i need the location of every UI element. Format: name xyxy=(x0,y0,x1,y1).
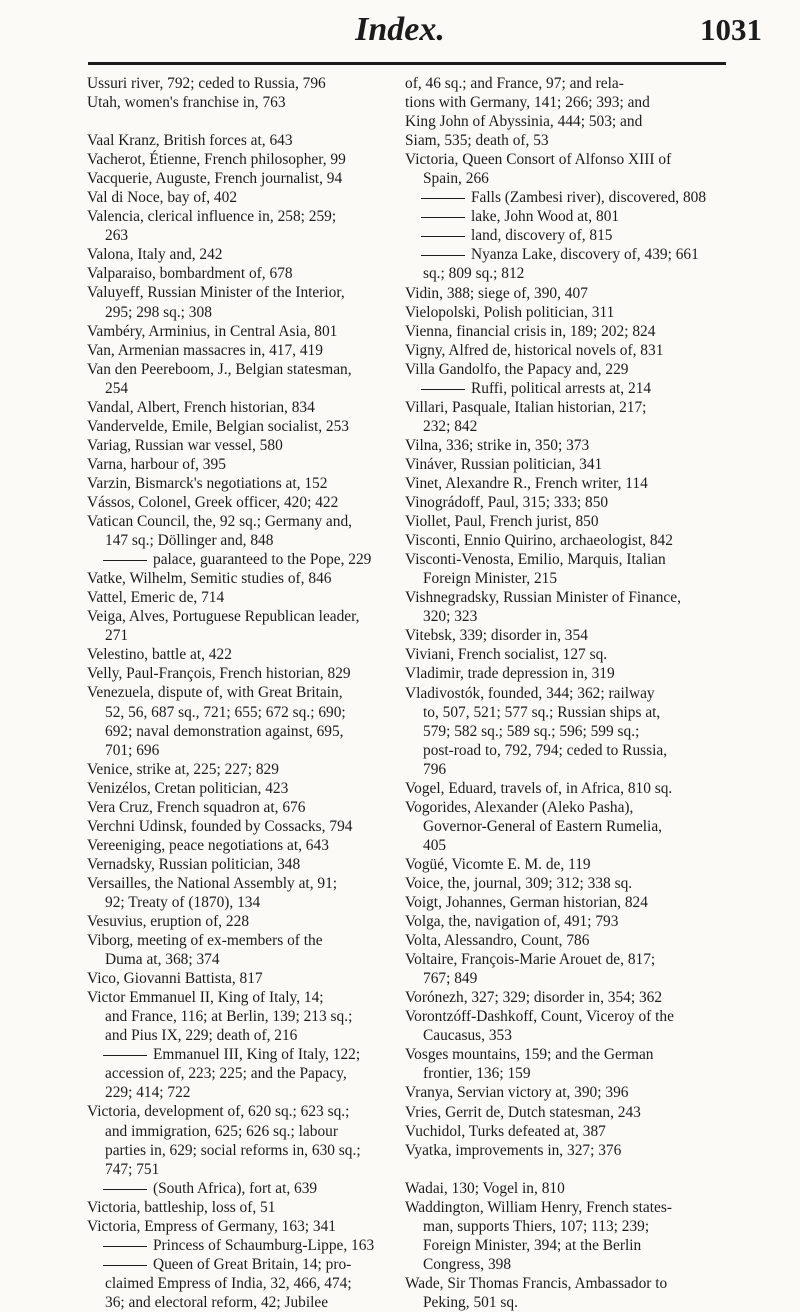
index-entry xyxy=(405,531,729,550)
index-entry xyxy=(87,398,411,417)
entry-text: Valencia, clerical influence in, 258; 259; 263 xyxy=(87,208,337,245)
entry-text: Vuchidol, Turks defeated at, 387 xyxy=(405,1122,606,1140)
index-entry xyxy=(87,1045,411,1102)
entry-text: Viollet, Paul, French jurist, 850 xyxy=(405,513,599,531)
index-entry xyxy=(87,493,411,512)
entry-text: Vorontzóff-Dashkoff, Count, Viceroy of the Caucasus, 353 xyxy=(405,1008,674,1045)
index-entry xyxy=(87,169,411,188)
entry-text: Vesuvius, eruption of, 228 xyxy=(87,913,250,931)
index-entry xyxy=(405,474,729,493)
ditto-dash xyxy=(103,1246,147,1247)
right-column xyxy=(405,74,729,1312)
entry-text: Visconti-Venosta, Emilio, Marquis, Italian Foreign Minister, 215 xyxy=(405,551,666,588)
index-entry xyxy=(405,1083,729,1102)
index-entry xyxy=(87,1198,411,1217)
index-entry xyxy=(405,303,729,322)
index-entry xyxy=(87,588,411,607)
entry-text: Vandervelde, Emile, Belgian socialist, 253 xyxy=(87,417,350,435)
index-entry xyxy=(87,188,411,207)
index-entry xyxy=(87,664,411,683)
entry-text: palace, guaranteed to the Pope, 229 xyxy=(153,551,372,569)
entry-text: Valparaiso, bombardment of, 678 xyxy=(87,265,293,283)
entry-text: Ussuri river, 792; ceded to Russia, 796 xyxy=(87,75,326,92)
index-entry xyxy=(87,74,411,93)
index-entry xyxy=(405,645,729,664)
index-entry xyxy=(405,322,729,341)
entry-text: Velly, Paul-François, French historian, 829 xyxy=(87,665,351,683)
index-entry xyxy=(405,341,729,360)
entry-text: Val di Noce, bay of, 402 xyxy=(87,189,238,207)
index-entry xyxy=(405,550,729,588)
index-entry xyxy=(405,1122,729,1141)
entry-text: Vico, Giovanni Battista, 817 xyxy=(87,970,263,988)
entry-text: Victoria, Queen Consort of Alfonso XIII of Spain, 266 xyxy=(405,151,672,188)
index-entry xyxy=(87,836,411,855)
index-entry xyxy=(405,1198,729,1274)
entry-text: Vogüé, Vicomte E. M. de, 119 xyxy=(405,855,591,873)
ditto-dash xyxy=(103,560,147,561)
index-entry xyxy=(87,245,411,264)
index-entry xyxy=(87,874,411,912)
entry-text: Vosges mountains, 159; and the German frontier, 136; 159 xyxy=(405,1046,654,1083)
ditto-dash xyxy=(421,389,465,390)
entry-text: Vienna, financial crisis in, 189; 202; 824 xyxy=(405,322,656,340)
entry-text: Verchni Udinsk, founded by Cossacks, 794 xyxy=(87,817,353,835)
ditto-dash xyxy=(421,217,465,218)
entry-text: Victoria, Empress of Germany, 163; 341 xyxy=(87,1217,336,1235)
index-entry xyxy=(405,1103,729,1122)
index-entry xyxy=(405,226,729,245)
entry-text: Venice, strike at, 225; 227; 829 xyxy=(87,760,279,778)
index-entry xyxy=(405,150,729,188)
index-entry xyxy=(87,93,411,112)
entry-text: Veiga, Alves, Portuguese Republican leader, 271 xyxy=(87,608,360,645)
entry-text: Vyatka, improvements in, 327; 376 xyxy=(405,1141,622,1159)
entry-text: Vogorides, Alexander (Aleko Pasha), Governor-General of Eastern Rumelia, 405 xyxy=(405,798,663,854)
entry-text: Vatke, Wilhelm, Semitic studies of, 846 xyxy=(87,570,332,588)
index-entry xyxy=(87,550,411,569)
entry-text: Vinográdoff, Paul, 315; 333; 850 xyxy=(405,494,609,512)
entry-text: Vatican Council, the, 92 sq.; Germany and, 147 sq.; Döllinger and, 848 xyxy=(87,513,352,550)
entry-text: Vaal Kranz, British forces at, 643 xyxy=(87,132,293,150)
entry-text: Vilna, 336; strike in, 350; 373 xyxy=(405,436,590,454)
index-entry xyxy=(87,607,411,645)
entry-text: Nyanza Lake, discovery of, 439; 661 sq.; 809 sq.; 812 xyxy=(423,246,699,283)
index-entry xyxy=(405,1274,729,1312)
entry-text: Vereeniging, peace negotiations at, 643 xyxy=(87,836,329,854)
index-entry xyxy=(405,988,729,1007)
index-entry xyxy=(405,455,729,474)
left-column xyxy=(87,74,411,1312)
index-entry xyxy=(405,188,729,207)
index-entry xyxy=(87,1217,411,1236)
index-entry xyxy=(87,645,411,664)
index-entry xyxy=(405,931,729,950)
entry-text: lake, John Wood at, 801 xyxy=(471,208,620,226)
entry-text: Falls (Zambesi river), discovered, 808 xyxy=(471,189,707,207)
entry-text: Volga, the, navigation of, 491; 793 xyxy=(405,913,619,931)
entry-text: Vacquerie, Auguste, French journalist, 94 xyxy=(87,170,343,188)
entry-text: Vandal, Albert, French historian, 834 xyxy=(87,398,315,416)
entry-text: Vitebsk, 339; disorder in, 354 xyxy=(405,627,588,645)
index-entry xyxy=(405,398,729,436)
entry-text: Vranya, Servian victory at, 390; 396 xyxy=(405,1084,629,1102)
entry-text: Vishnegradsky, Russian Minister of Finance, 320; 323 xyxy=(405,589,681,626)
index-entry xyxy=(405,684,729,779)
entry-text: Victor Emmanuel II, King of Italy, 14; and France, 116; at Berlin, 139; 213 sq.; and Pius IX, 229; death of, 216 xyxy=(87,989,353,1045)
index-entry xyxy=(87,760,411,779)
entry-text: Viviani, French socialist, 127 sq. xyxy=(405,646,608,664)
index-entry xyxy=(405,207,729,226)
entry-text: Vogel, Eduard, travels of, in Africa, 810 sq. xyxy=(405,779,673,797)
entry-text: Vera Cruz, French squadron at, 676 xyxy=(87,798,306,816)
entry-text: (South Africa), fort at, 639 xyxy=(153,1179,318,1197)
index-entry xyxy=(87,455,411,474)
index-entry xyxy=(405,1007,729,1045)
entry-text: Vambéry, Arminius, in Central Asia, 801 xyxy=(87,322,338,340)
index-entry xyxy=(405,893,729,912)
entry-text: Volta, Alessandro, Count, 786 xyxy=(405,932,590,950)
index-entry xyxy=(405,664,729,683)
index-entry xyxy=(87,512,411,550)
index-entry xyxy=(87,1255,411,1312)
entry-text: Queen of Great Britain, 14; pro- claimed Empress of India, 32, 466, 474; 36; and electoral reform, 42; Jubilee xyxy=(105,1255,352,1311)
entry-text: Venizélos, Cretan politician, 423 xyxy=(87,779,289,797)
entry-text: Vidin, 388; siege of, 390, 407 xyxy=(405,284,588,302)
index-entry xyxy=(87,1236,411,1255)
entry-text: Van, Armenian massacres in, 417, 419 xyxy=(87,341,323,359)
entry-text: Vladimir, trade depression in, 319 xyxy=(405,665,615,683)
entry-text: Visconti, Ennio Quirino, archaeologist, 842 xyxy=(405,532,673,550)
index-entry xyxy=(405,512,729,531)
index-entry xyxy=(87,264,411,283)
ditto-dash xyxy=(421,198,465,199)
entry-text: Voltaire, François-Marie Arouet de, 817; 767; 849 xyxy=(405,951,656,988)
index-entry xyxy=(405,912,729,931)
entry-text: Variag, Russian war vessel, 580 xyxy=(87,436,283,454)
index-entry xyxy=(87,798,411,817)
index-entry xyxy=(405,74,729,150)
entry-text: Vernadsky, Russian politician, 348 xyxy=(87,855,301,873)
index-entry xyxy=(87,417,411,436)
index-entry xyxy=(405,379,729,398)
entry-text: Vássos, Colonel, Greek officer, 420; 422 xyxy=(87,493,339,511)
entry-text: Ruffi, political arrests at, 214 xyxy=(471,379,652,397)
entry-text: Wadai, 130; Vogel in, 810 xyxy=(405,1179,565,1197)
index-entry xyxy=(87,436,411,455)
index-entry xyxy=(405,626,729,645)
index-entry xyxy=(405,874,729,893)
index-entry xyxy=(87,341,411,360)
entry-text: Vacherot, Étienne, French philosopher, 99 xyxy=(87,151,346,169)
entry-text: Varna, harbour of, 395 xyxy=(87,455,226,473)
entry-text: Princess of Schaumburg-Lippe, 163 xyxy=(153,1236,375,1254)
index-entry xyxy=(405,588,729,626)
ditto-dash xyxy=(103,1055,147,1056)
entry-text: Wade, Sir Thomas Francis, Ambassador to Peking, 501 sq. xyxy=(405,1274,668,1311)
entry-text: land, discovery of, 815 xyxy=(471,227,613,245)
index-entry xyxy=(405,360,729,379)
entry-text: Emmanuel III, King of Italy, 122; accession of, 223; 225; and the Papacy, 229; 414; 722 xyxy=(105,1046,361,1102)
index-entry xyxy=(405,284,729,303)
index-entry xyxy=(87,131,411,150)
index-entry xyxy=(87,779,411,798)
entry-text: Velestino, battle at, 422 xyxy=(87,646,232,664)
entry-text: Vorónezh, 327; 329; disorder in, 354; 362 xyxy=(405,989,663,1007)
entry-text: Valona, Italy and, 242 xyxy=(87,246,223,264)
entry-text: Voice, the, journal, 309; 312; 338 sq. xyxy=(405,874,633,892)
ditto-dash xyxy=(103,1265,147,1266)
index-entry xyxy=(87,322,411,341)
index-entry xyxy=(87,150,411,169)
entry-text: Vináver, Russian politician, 341 xyxy=(405,455,603,473)
index-entry xyxy=(405,1141,729,1160)
index-entry xyxy=(405,245,729,283)
index-entry xyxy=(405,1045,729,1083)
entry-text: Waddington, William Henry, French states- man, supports Thiers, 107; 113; 239; Foreign Minister, 394; at the Berlin Congress, 398 xyxy=(405,1198,672,1273)
page-title: Index. xyxy=(355,11,445,48)
entry-text: Vattel, Emeric de, 714 xyxy=(87,589,225,607)
entry-text: Villa Gandolfo, the Papacy and, 229 xyxy=(405,360,629,378)
index-entry xyxy=(87,683,411,759)
header-rule xyxy=(88,62,726,65)
index-entry xyxy=(87,988,411,1045)
ditto-dash xyxy=(421,255,465,256)
index-entry xyxy=(405,950,729,988)
index-entry xyxy=(87,1102,411,1178)
entry-text: Van den Peereboom, J., Belgian statesman, 254 xyxy=(87,360,352,397)
index-entry xyxy=(87,207,411,245)
entry-text: Voigt, Johannes, German historian, 824 xyxy=(405,894,648,912)
index-entry xyxy=(87,569,411,588)
ditto-dash xyxy=(421,236,465,237)
entry-text: Victoria, battleship, loss of, 51 xyxy=(87,1198,276,1216)
index-entry xyxy=(405,779,729,798)
index-entry xyxy=(405,436,729,455)
index-entry xyxy=(87,817,411,836)
index-entry xyxy=(87,912,411,931)
entry-text: Vielopolski, Polish politician, 311 xyxy=(405,303,615,321)
entry-text: Vigny, Alfred de, historical novels of, 831 xyxy=(405,341,664,359)
index-entry xyxy=(87,283,411,321)
index-entry xyxy=(405,798,729,855)
entry-text: Vinet, Alexandre R., French writer, 114 xyxy=(405,474,648,492)
entry-text: Vladivostók, founded, 344; 362; railway to, 507, 521; 577 sq.; Russian ships at, 579; 582 sq.; 589 sq.; 596; 599 sq.; post-road to, 792, 794; ceded to Russia, 796 xyxy=(405,684,668,778)
entry-text: Varzin, Bismarck's negotiations at, 152 xyxy=(87,474,328,492)
entry-text: Vries, Gerrit de, Dutch statesman, 243 xyxy=(405,1103,641,1121)
ditto-dash xyxy=(103,1189,147,1190)
index-entry xyxy=(87,931,411,969)
entry-text: Viborg, meeting of ex-members of the Duma at, 368; 374 xyxy=(87,932,323,969)
entry-text: Venezuela, dispute of, with Great Britain, 52, 56, 687 sq., 721; 655; 672 sq.; 690; 692; naval demonstration against, 695, 701; 696 xyxy=(87,684,346,759)
entry-text: Valuyeff, Russian Minister of the Interior, 295; 298 sq.; 308 xyxy=(87,284,345,321)
entry-text: Utah, women's franchise in, 763 xyxy=(87,94,286,112)
index-entry xyxy=(405,855,729,874)
index-entry xyxy=(405,493,729,512)
index-entry xyxy=(87,1179,411,1198)
index-entry xyxy=(405,1179,729,1198)
entry-text: Villari, Pasquale, Italian historian, 217; 232; 842 xyxy=(405,398,647,435)
index-entry xyxy=(87,969,411,988)
index-entry xyxy=(87,474,411,493)
index-entry xyxy=(87,855,411,874)
entry-text: Victoria, development of, 620 sq.; 623 sq.; and immigration, 625; 626 sq.; labour parties in, 629; social reforms in, 630 sq.; 747; 751 xyxy=(87,1103,361,1178)
page-number: 1031 xyxy=(700,12,762,47)
index-entry xyxy=(87,360,411,398)
entry-text: of, 46 sq.; and France, 97; and rela- tions with Germany, 141; 266; 393; and King John of Abyssinia, 444; 503; and Siam, 535; death of, 53 xyxy=(405,75,650,150)
entry-text: Versailles, the National Assembly at, 91; 92; Treaty of (1870), 134 xyxy=(87,874,338,911)
